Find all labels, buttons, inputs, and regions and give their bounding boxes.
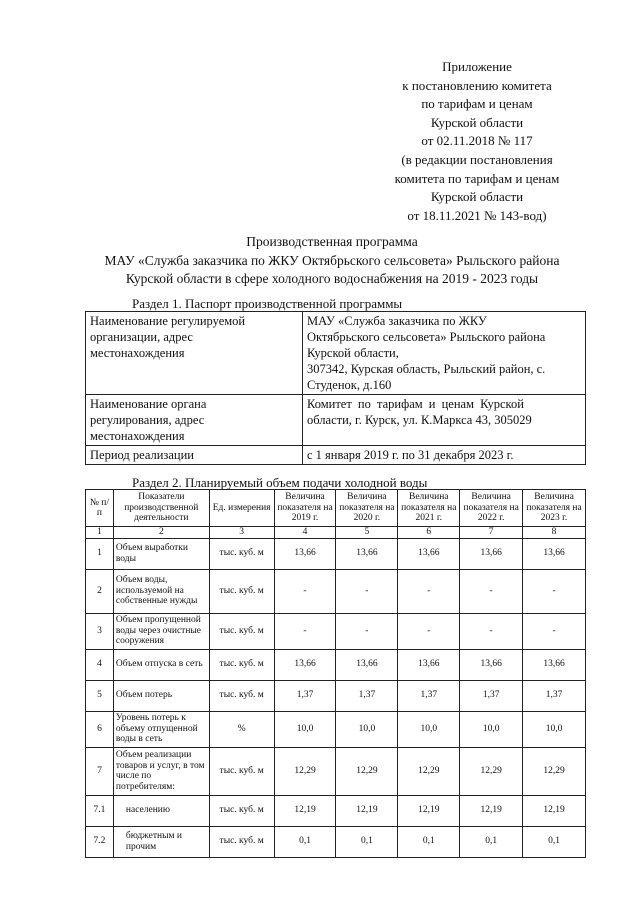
value-2019: 1,37	[274, 680, 336, 711]
appendix-line: Курской области	[430, 189, 524, 205]
indicator-name: населению	[113, 795, 209, 826]
value-2022: -	[460, 569, 523, 613]
appendix-line: от 02.11.2018 № 117	[421, 133, 533, 149]
value-line: Курской области,	[307, 346, 399, 360]
passport-value	[303, 312, 586, 395]
indicator-name: Объем воды, используемой на собственные нужды	[113, 569, 209, 613]
title-line: МАУ «Служба заказчика по ЖКУ Октябрьского сельсовета» Рыльского района	[104, 252, 560, 268]
value-2022: 12,19	[460, 795, 523, 826]
passport-key	[86, 395, 303, 446]
value-2023: 0,1	[523, 826, 586, 857]
passport-row	[86, 312, 586, 395]
value-2021: -	[398, 569, 460, 613]
value-2023: 12,19	[523, 795, 586, 826]
value-2023: 10,0	[523, 711, 586, 747]
title-line: Курской области в сфере холодного водоснабжения на 2019 - 2023 годы	[125, 271, 539, 286]
appendix-line: (в редакции постановления	[401, 151, 553, 167]
column-number: 1	[86, 527, 114, 539]
column-number: 8	[523, 527, 586, 539]
value-line: Комитет по тарифам и ценам Курской	[307, 397, 524, 411]
value-2022: 10,0	[460, 711, 523, 747]
row-number: 3	[86, 613, 114, 649]
unit: тыс. куб. м	[209, 826, 274, 857]
value-line: 307342, Курская область, Рыльский район, с.	[307, 362, 546, 376]
table-row	[86, 613, 586, 649]
value-2019: -	[274, 613, 336, 649]
appendix-block	[372, 58, 582, 225]
value-2021: 0,1	[398, 826, 460, 857]
column-header: Величина показателя на 2022 г.	[460, 490, 523, 527]
appendix-line: Приложение	[442, 59, 512, 74]
table-row	[86, 569, 586, 613]
appendix-line: к постановлению комитета	[402, 77, 552, 93]
indicator-name: Объем выработки воды	[113, 538, 209, 569]
value-line: Октябрьского сельсовета» Рыльского района	[307, 330, 546, 344]
indicator-name: Уровень потерь к объему отпущенной воды в сеть	[113, 711, 209, 747]
value-2021: 13,66	[398, 649, 460, 680]
value-2021: 13,66	[398, 538, 460, 569]
value-2023: 1,37	[523, 680, 586, 711]
table-row	[86, 711, 586, 747]
section1-heading: Раздел 1. Паспорт производственной программы	[132, 296, 403, 311]
value-2019: 13,66	[274, 538, 336, 569]
table-row	[86, 680, 586, 711]
column-number-row	[86, 527, 586, 539]
value-2019: 12,19	[274, 795, 336, 826]
value-2022: 0,1	[460, 826, 523, 857]
indicator-name: Объем отпуска в сеть	[113, 649, 209, 680]
value-2019: 10,0	[274, 711, 336, 747]
column-header: Показатели производственной деятельности	[113, 490, 209, 527]
section2-heading: Раздел 2. Планируемый объем подачи холодной воды	[132, 475, 428, 490]
header-row	[86, 490, 586, 527]
value-2022: -	[460, 613, 523, 649]
column-header: Величина показателя на 2020 г.	[336, 490, 398, 527]
column-header: Величина показателя на 2023 г.	[523, 490, 586, 527]
key-line: Период реализации	[90, 448, 194, 462]
value-2023: 13,66	[523, 538, 586, 569]
unit: %	[209, 711, 274, 747]
value-2021: 12,19	[398, 795, 460, 826]
value-2020: 0,1	[336, 826, 398, 857]
value-line: области, г. Курск, ул. К.Маркса 43, 305029	[307, 413, 532, 427]
appendix-line: комитета по тарифам и ценам	[394, 170, 560, 186]
key-line: местонахождения	[90, 346, 185, 360]
passport-key	[86, 312, 303, 395]
value-2019: -	[274, 569, 336, 613]
passport-value	[303, 395, 586, 446]
value-2019: 0,1	[274, 826, 336, 857]
unit: тыс. куб. м	[209, 747, 274, 795]
value-2022: 13,66	[460, 649, 523, 680]
column-number: 5	[336, 527, 398, 539]
value-2020: -	[336, 569, 398, 613]
appendix-line: по тарифам и ценам	[421, 96, 533, 112]
column-header: Ед. измерения	[209, 490, 274, 527]
indicator-name: Объем потерь	[113, 680, 209, 711]
column-number: 2	[113, 527, 209, 539]
row-number: 4	[86, 649, 114, 680]
value-2020: 12,19	[336, 795, 398, 826]
table-row	[86, 538, 586, 569]
indicator-name: бюджетным и прочим	[113, 826, 209, 857]
unit: тыс. куб. м	[209, 613, 274, 649]
title-line: Производственная программа	[246, 234, 418, 249]
value-2020: 13,66	[336, 538, 398, 569]
value-2020: 10,0	[336, 711, 398, 747]
table-row	[86, 795, 586, 826]
key-line: Наименование органа	[90, 397, 207, 411]
column-header: Величина показателя на 2021 г.	[398, 490, 460, 527]
column-number: 7	[460, 527, 523, 539]
indicator-name: Объем пропущенной воды через очистные сооружения	[113, 613, 209, 649]
value-2019: 13,66	[274, 649, 336, 680]
value-2023: -	[523, 613, 586, 649]
appendix-line: Курской области	[430, 114, 524, 130]
column-number: 6	[398, 527, 460, 539]
row-number: 6	[86, 711, 114, 747]
table-row	[86, 649, 586, 680]
value-2023: -	[523, 569, 586, 613]
value-2021: 1,37	[398, 680, 460, 711]
unit: тыс. куб. м	[209, 680, 274, 711]
volumes-table	[85, 489, 586, 858]
passport-value	[303, 446, 586, 465]
table-row	[86, 747, 586, 795]
column-header: Величина показателя на 2019 г.	[274, 490, 336, 527]
row-number: 2	[86, 569, 114, 613]
row-number: 7.2	[86, 826, 114, 857]
appendix-line: от 18.11.2021 № 143-вод)	[407, 207, 547, 223]
value-2020: 12,29	[336, 747, 398, 795]
unit: тыс. куб. м	[209, 795, 274, 826]
passport-key	[86, 446, 303, 465]
passport-row	[86, 395, 586, 446]
column-number: 4	[274, 527, 336, 539]
passport-table	[85, 311, 586, 465]
document-title	[60, 233, 604, 289]
value-line: с 1 января 2019 г. по 31 декабря 2023 г.	[307, 448, 514, 462]
row-number: 5	[86, 680, 114, 711]
column-number: 3	[209, 527, 274, 539]
value-2019: 12,29	[274, 747, 336, 795]
value-2022: 1,37	[460, 680, 523, 711]
table-row	[86, 826, 586, 857]
value-2022: 13,66	[460, 538, 523, 569]
value-line: МАУ «Служба заказчика по ЖКУ	[307, 314, 487, 328]
unit: тыс. куб. м	[209, 538, 274, 569]
key-line: Наименование регулируемой	[90, 314, 246, 328]
key-line: регулирования, адрес	[90, 413, 205, 427]
row-number: 7.1	[86, 795, 114, 826]
indicator-name: Объем реализации товаров и услуг, в том числе по потребителям:	[113, 747, 209, 795]
row-number: 7	[86, 747, 114, 795]
value-2023: 13,66	[523, 649, 586, 680]
value-2021: 12,29	[398, 747, 460, 795]
value-2022: 12,29	[460, 747, 523, 795]
value-2021: -	[398, 613, 460, 649]
key-line: организации, адрес	[90, 330, 193, 344]
unit: тыс. куб. м	[209, 569, 274, 613]
value-line: Студенок, д.160	[307, 378, 392, 392]
value-2020: 1,37	[336, 680, 398, 711]
value-2020: -	[336, 613, 398, 649]
value-2020: 13,66	[336, 649, 398, 680]
passport-row	[86, 446, 586, 465]
value-2023: 12,29	[523, 747, 586, 795]
row-number: 1	[86, 538, 114, 569]
value-2021: 10,0	[398, 711, 460, 747]
unit: тыс. куб. м	[209, 649, 274, 680]
column-header: № п/п	[86, 490, 114, 527]
key-line: местонахождения	[90, 429, 185, 443]
